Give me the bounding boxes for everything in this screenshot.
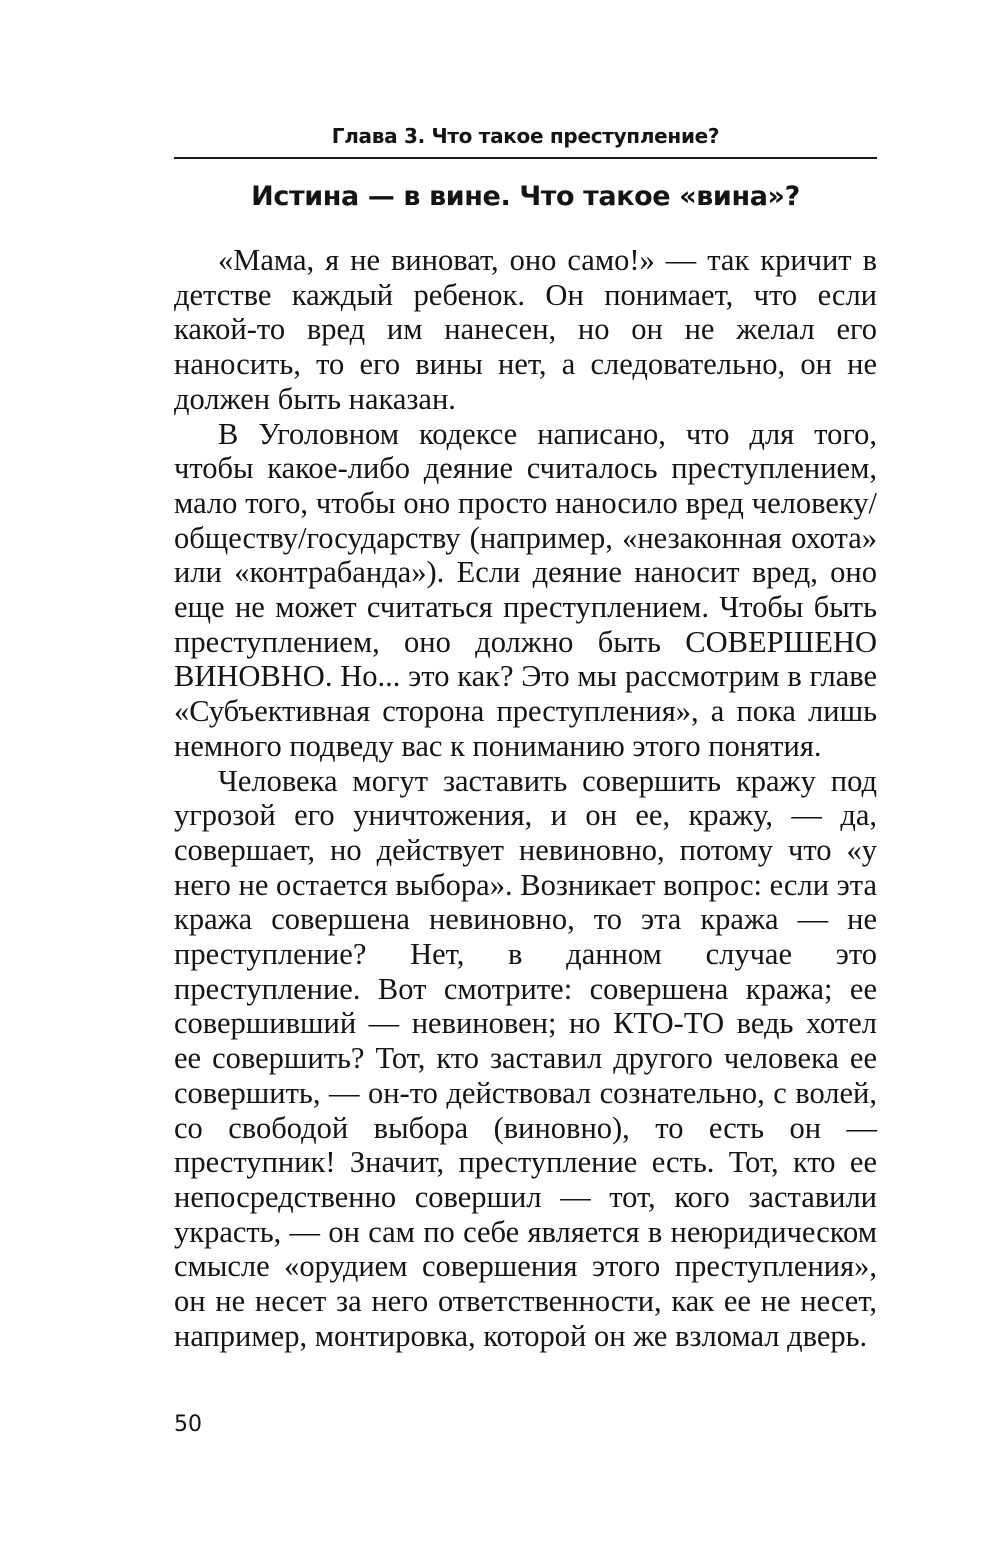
page-number: 50 <box>174 1412 202 1437</box>
running-head: Глава 3. Что такое преступление? <box>331 124 720 148</box>
header-rule <box>174 157 877 159</box>
paragraph-1: «Мама, я не виноват, оно само!» — так кричит в детстве каждый ребенок. Он понимает, что если какой-то вред им нанесен, но он не желал его наносить, то его вины нет, а следовательно, он не должен быть наказан. <box>174 243 877 416</box>
section-title: Истина — в вине. Что такое «вина»? <box>251 181 800 212</box>
paragraph-2: В Уголовном кодексе написано, что для того, чтобы какое-либо деяние считалось преступлением, мало того, чтобы оно просто наносило вред человеку/обществу/государству (например, «незаконная охота» или «контрабанда»). Если деяние наносит вред, оно еще не может считаться преступлением. Чтобы быть преступлением, оно должно быть СОВЕРШЕНО ВИНОВНО. Но... это как? Это мы рассмотрим в главе «Субъективная сторона преступления», а пока лишь немного подведу вас к пониманию этого понятия. <box>174 416 877 763</box>
body-text <box>174 243 877 1354</box>
paragraph-3: Человека могут заставить совершить кражу под угрозой его уничтожения, и он ее, кражу, — да, совершает, но действует невиновно, потому что «у него не остается выбора». Возникает вопрос: если эта кража совершена невиновно, то эта кража — не преступление? Нет, в данном случае это преступление. Вот смотрите: совершена кража; ее совершивший — невиновен; но КТО-ТО ведь хотел ее совершить? Тот, кто заставил другого человека ее совершить, — он-то действовал сознательно, с волей, со свободой выбора (виновно), то есть он — преступник! Значит, преступление есть. Тот, кто ее непосредственно совершил — тот, кого заставили украсть, — он сам по себе является в неюридическом смысле «орудием совершения этого преступления», он не несет за него ответственности, как ее не несет, например, монтировка, которой он же взломал дверь. <box>174 763 877 1353</box>
